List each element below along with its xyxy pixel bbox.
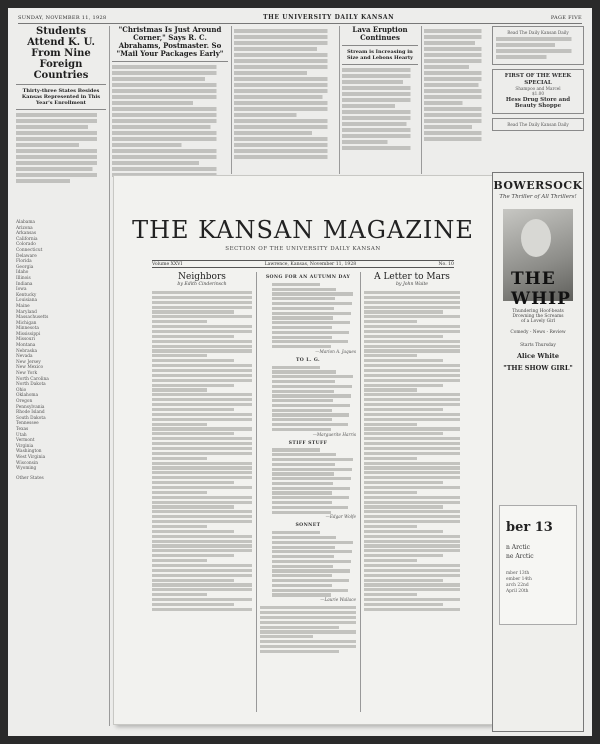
event-dates-box xyxy=(499,505,577,625)
state-list-item: Wyoming xyxy=(16,466,37,472)
star-name: Alice White xyxy=(517,352,559,360)
state-list-item: Idaho xyxy=(16,270,29,276)
right-ads-column xyxy=(492,26,584,135)
article-mars-title: A Letter to Mars xyxy=(374,272,450,282)
state-list-item: Alabama xyxy=(16,220,35,225)
state-list-item: California xyxy=(16,236,38,242)
state-list-item: North Carolina xyxy=(16,376,49,382)
ad-special-line-2: $1.00 xyxy=(532,91,544,97)
event-line-1: n Arctic xyxy=(506,544,531,551)
state-list xyxy=(16,220,106,481)
state-list-item: New York xyxy=(16,371,38,377)
theater-tagline: The Thriller of All Thrillers! xyxy=(499,194,577,200)
column-faculty xyxy=(234,26,338,176)
article-neighbors-byline: by Edith Cinderinsch xyxy=(177,282,227,287)
state-list-item: Ohio xyxy=(16,387,27,393)
article-neighbors xyxy=(152,272,252,613)
poem-stiff-author: —Edgar Wolfe xyxy=(325,514,356,520)
poem-sonnet-author: —Laurie Wallace xyxy=(320,597,356,603)
state-list-item: Kentucky xyxy=(16,292,37,298)
comedy-line: Comedy - News - Review xyxy=(510,330,566,335)
magazine-number: No. 10 xyxy=(438,261,454,267)
magazine-title: THE KANSAN MAGAZINE xyxy=(132,216,474,244)
state-list-item: Pennsylvania xyxy=(16,404,45,410)
state-list-item: Missouri xyxy=(16,337,35,343)
theater-name: BOWERSOCK xyxy=(493,179,583,192)
event-date-4: April 20th xyxy=(506,589,529,594)
state-list-item: Montana xyxy=(16,343,36,349)
state-list-item: Oregon xyxy=(16,399,33,404)
column-five xyxy=(424,26,488,176)
event-date-1: mber 13th xyxy=(506,571,530,576)
state-list-item: Massachusetts xyxy=(16,315,49,321)
state-list-item: Indiana xyxy=(16,281,33,287)
masthead-title: THE UNIVERSITY DAILY KANSAN xyxy=(263,14,395,21)
event-line-2: ne Arctic xyxy=(506,553,534,560)
film-title: THE WHIP xyxy=(511,269,571,309)
masthead-date: SUNDAY, NOVEMBER 11, 1928 xyxy=(18,14,107,21)
state-list-item: Delaware xyxy=(16,253,37,259)
column-foreign-students xyxy=(16,26,106,185)
state-list-item: Wisconsin xyxy=(16,460,39,466)
magazine-subtitle: SECTION OF THE UNIVERSITY DAILY KANSAN xyxy=(225,246,381,252)
state-list-item: New Mexico xyxy=(16,365,44,371)
poem-sonnet-title: SONNET xyxy=(295,523,321,529)
bowersock-theater-ad xyxy=(492,172,584,732)
column-christmas xyxy=(112,26,228,176)
poem-autumn-author: —Marion A. Jaques xyxy=(315,348,356,354)
masthead-page: PAGE FIVE xyxy=(550,14,582,21)
state-list-item: Colorado xyxy=(16,242,36,248)
article-letter-to-mars xyxy=(364,272,460,613)
state-list-item: Nebraska xyxy=(16,348,38,354)
newspaper-page xyxy=(8,8,592,736)
magazine-dateline: Lawrence, Kansas, November 11, 1928 xyxy=(264,261,357,267)
state-list-item: Arizona xyxy=(16,225,33,231)
state-list-item: Texas xyxy=(16,426,29,432)
state-list-item: Georgia xyxy=(16,264,34,270)
state-list-item: Virginia xyxy=(16,443,34,449)
state-list-item: Connecticut xyxy=(16,247,43,253)
masthead xyxy=(18,12,582,24)
poem-autumn-title: SONG FOR AN AUTUMN DAY xyxy=(265,275,351,280)
subhead-lava: Stream is Increasing in Size and Lebons Hearty xyxy=(346,49,414,61)
state-list-item: Maryland xyxy=(16,309,37,315)
article-mars-byline: by John Waite xyxy=(395,282,429,287)
state-list-item: Louisiana xyxy=(16,298,38,304)
ad-read-kansan: Read The Daily Kansan Daily xyxy=(492,26,584,65)
ad-hess-drug-store xyxy=(492,69,584,113)
headline-christmas: "Christmas Is Just Around Corner," Says R. C. Abrahams, Postmaster. So "Mail Your Packages Early" xyxy=(116,25,224,58)
article-neighbors-title: Neighbors xyxy=(178,272,226,282)
kansan-magazine-section xyxy=(114,176,492,724)
ad-shop-name: Hess Drug Store and Beauty Shoppe xyxy=(505,96,571,110)
state-list-item: New Jersey xyxy=(16,359,41,365)
state-list-item: North Dakota xyxy=(16,382,46,388)
state-list-item: Tennessee xyxy=(16,421,39,427)
poem-lg-author: —Marguerite Harris xyxy=(312,431,356,437)
state-list-item: Michigan xyxy=(16,320,37,326)
magazine-volume: Volume XXVI xyxy=(152,261,183,267)
state-list-item: Vermont xyxy=(16,438,35,444)
subhead-foreign-students: Thirty-three States Besides Kansas Represented in This Year's Enrollment xyxy=(21,88,101,106)
state-list-item: Utah xyxy=(16,432,27,438)
state-list-item: Florida xyxy=(16,259,32,265)
state-list-item: South Dakota xyxy=(16,415,46,421)
state-list-item: Rhode Island xyxy=(16,410,45,416)
film-line-1: Thundering Hoof-beats xyxy=(512,309,564,314)
article-body-lines xyxy=(16,113,106,183)
magazine-dateline-bar xyxy=(152,260,454,268)
state-list-item: Arkansas xyxy=(16,231,37,237)
poems-column xyxy=(260,272,356,655)
ad-special-line-1: Shampoo and Marcel xyxy=(515,86,561,92)
state-list-item: Iowa xyxy=(16,287,27,293)
state-list-item: Washington xyxy=(16,449,42,455)
film-poster-image xyxy=(503,209,573,309)
other-states-label: Other States xyxy=(16,475,44,481)
ad-read-kansan-2: Read The Daily Kansan Daily xyxy=(492,118,584,131)
state-list-item: Mississippi xyxy=(16,331,41,337)
state-list-item: Nevada xyxy=(16,354,33,360)
state-list-item: Maine xyxy=(16,303,30,309)
film-line-3: of a Lovely Girl xyxy=(520,319,555,324)
event-date-3: arch 22nd xyxy=(506,583,529,588)
film-line-2: Drowning the Screams xyxy=(512,314,564,319)
ad-special-title: FIRST OF THE WEEK SPECIAL xyxy=(504,73,572,86)
headline-foreign-students: Students Attend K. U. From Nine Foreign Countries xyxy=(27,26,95,81)
headline-lava: Lava Eruption Continues xyxy=(352,25,408,42)
poem-lg-title: TO L. G. xyxy=(295,357,320,363)
event-date-2: ember 14th xyxy=(506,577,532,582)
state-list-item: Illinois xyxy=(16,275,31,281)
state-list-item: Oklahoma xyxy=(16,393,39,399)
starts-thursday: Starts Thursday xyxy=(520,343,556,348)
state-list-item: Minnesota xyxy=(16,326,39,332)
poem-stiff-title: STIFF STUFF xyxy=(288,440,328,446)
event-date-big: ber 13 xyxy=(506,520,553,535)
state-list-item: West Virginia xyxy=(16,454,46,460)
column-lava xyxy=(342,26,418,176)
show-title: "THE SHOW GIRL" xyxy=(503,364,573,372)
